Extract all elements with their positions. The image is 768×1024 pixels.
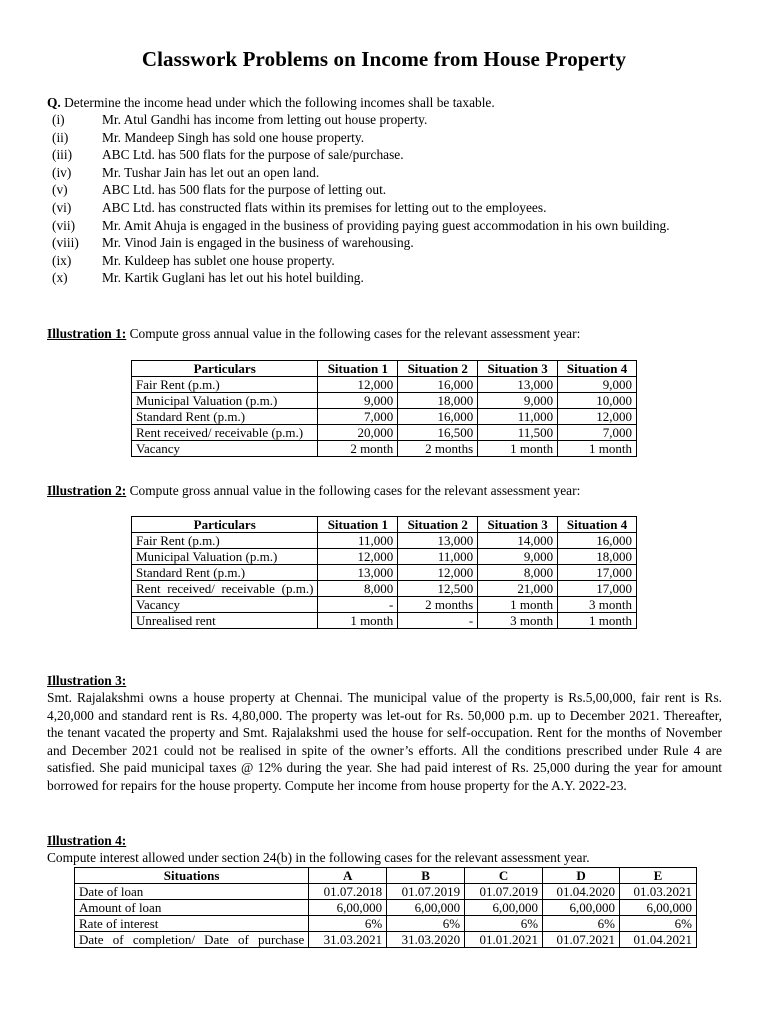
table-cell: Vacancy [132,597,318,613]
item-text: Mr. Mandeep Singh has sold one house property. [102,129,365,145]
table-cell: 13,000 [398,533,478,549]
item-number: (vii) [52,217,76,233]
illustration-3-label: Illustration 3: [47,673,127,688]
list-item [52,234,724,252]
table-row [132,549,637,565]
table-row [132,581,637,597]
table-cell: 1 month [318,613,398,629]
item-text: Mr. Kartik Guglani has let out his hotel building. [102,270,364,286]
table-header-row [132,517,637,533]
table-cell: 16,000 [558,533,637,549]
table-cell: 12,000 [558,409,637,425]
table-cell: 6,00,000 [387,900,465,916]
table-cell: 6,00,000 [309,900,387,916]
table-cell: Fair Rent (p.m.) [132,533,318,549]
column-header: Situation 2 [398,517,478,533]
table-cell: 11,000 [318,533,398,549]
table-cell: 01.07.2019 [387,884,465,900]
item-text: ABC Ltd. has constructed flats within its premises for letting out to the employees. [102,199,547,215]
table-cell: 18,000 [558,549,637,565]
item-text: Mr. Amit Ahuja is engaged in the business of providing paying guest accommodation in his own building. [102,217,670,233]
table-cell: 13,000 [318,565,398,581]
table-row [132,597,637,613]
table-cell: 16,000 [398,409,478,425]
page-title: Classwork Problems on Income from House Property [141,47,627,71]
table-row [132,565,637,581]
column-header: Situation 3 [478,517,558,533]
item-text: Mr. Kuldeep has sublet one house property. [102,252,335,268]
table-cell: 17,000 [558,565,637,581]
table-cell: 20,000 [318,425,398,441]
illustration-1-heading [47,325,727,342]
table-cell: 01.03.2021 [620,884,697,900]
list-item [52,146,724,164]
table-cell: Standard Rent (p.m.) [132,565,318,581]
table-header-row [132,361,637,377]
item-number: (ii) [52,129,69,145]
table-cell: 11,500 [478,425,558,441]
table-cell: Rent received/ receivable (p.m.) [132,425,318,441]
table-row [132,393,637,409]
table-cell: 9,000 [558,377,637,393]
table-cell: 01.04.2020 [543,884,620,900]
item-number: (v) [52,182,68,198]
illustration-1-table [131,360,637,457]
table-cell: 1 month [558,613,637,629]
column-header: A [309,868,387,884]
table-cell: 01.01.2021 [465,932,543,948]
column-header: Particulars [132,361,318,377]
table-cell: Municipal Valuation (p.m.) [132,549,318,565]
table-cell: 8,000 [478,565,558,581]
table-cell: 9,000 [478,393,558,409]
illustration-4-table [74,867,697,948]
illustration-1-label: Illustration 1: [47,326,127,341]
table-cell: 17,000 [558,581,637,597]
list-item [52,217,724,235]
table-row [75,884,697,900]
table-row [75,900,697,916]
illustration-4-heading [47,832,727,849]
item-number: (viii) [52,235,79,251]
table-cell: 1 month [558,441,637,457]
table-cell: Amount of loan [75,900,309,916]
item-text: Mr. Atul Gandhi has income from letting out house property. [102,112,428,127]
item-number: (ix) [52,252,72,268]
illustration-4-label: Illustration 4: [47,833,127,848]
column-header: C [465,868,543,884]
illustration-2-table [131,516,637,629]
table-cell: 01.07.2019 [465,884,543,900]
list-item [52,164,724,182]
table-cell: Municipal Valuation (p.m.) [132,393,318,409]
table-cell: 31.03.2020 [387,932,465,948]
item-number: (vi) [52,199,72,215]
table-cell: 6,00,000 [543,900,620,916]
list-item [52,199,724,217]
item-number: (iv) [52,164,72,180]
table-cell: 2 month [318,441,398,457]
table-cell: 12,000 [398,565,478,581]
table-cell: 6,00,000 [465,900,543,916]
table-cell: Vacancy [132,441,318,457]
column-header: Particulars [132,517,318,533]
column-header: E [620,868,697,884]
table-cell: 6% [387,916,465,932]
table-row [132,441,637,457]
table-cell: Fair Rent (p.m.) [132,377,318,393]
column-header: Situations [75,868,309,884]
table-cell: 10,000 [558,393,637,409]
table-cell: 18,000 [398,393,478,409]
item-number: (x) [52,270,68,286]
list-item [52,252,724,270]
table-row [132,613,637,629]
table-cell: 11,000 [398,549,478,565]
table-cell: 14,000 [478,533,558,549]
table-cell: Date of loan [75,884,309,900]
column-header: Situation 2 [398,361,478,377]
table-cell: 12,000 [318,377,398,393]
table-cell: 3 month [558,597,637,613]
column-header: B [387,868,465,884]
table-cell: 13,000 [478,377,558,393]
illustration-1-text: Compute gross annual value in the following cases for the relevant assessment year: [129,326,581,341]
table-cell: 6% [309,916,387,932]
table-cell: 7,000 [558,425,637,441]
column-header: Situation 4 [558,517,637,533]
table-cell: 9,000 [478,549,558,565]
item-text: ABC Ltd. has 500 flats for the purpose of letting out. [102,182,387,198]
table-row [132,533,637,549]
table-cell: 2 months [398,597,478,613]
table-cell: Date of completion/ Date of purchase [75,932,309,948]
illustration-3-text: Smt. Rajalakshmi owns a house property at Chennai. The municipal value of the property is Rs.5,00,000, fair rent is Rs. 4,20,000 and standard rent is Rs. 4,80,000. The property was let-out for Rs. 50,000 p.m. up to December 2021. Thereafter, the tenant vacated the property and Smt. Rajalakshmi used the house for self-occupation. Rent for the months of November and December 2021 could not be realised in spite of the owner’s efforts. All the conditions prescribed under Rule 4 are satisfied. She paid municipal taxes @ 12% during the year. She had paid interest of Rs. 25,000 during the year for amount borrowed for repairs for the house property. Compute her income from house property for the A.Y. 2022-23. [47,690,722,793]
table-cell: 6,00,000 [620,900,697,916]
table-cell: 12,000 [318,549,398,565]
table-row [132,377,637,393]
table-row [75,932,697,948]
list-item [52,269,724,287]
illustration-2-heading [47,482,727,499]
table-cell: - [318,597,398,613]
table-cell: 1 month [478,597,558,613]
table-cell: Rent received/ receivable (p.m.) [132,581,318,597]
table-cell: 11,000 [478,409,558,425]
item-number: (iii) [52,147,73,163]
list-item [52,181,724,199]
table-cell: 6% [465,916,543,932]
illustration-3-heading [47,672,727,689]
table-cell: Unrealised rent [132,613,318,629]
question-intro [47,94,727,112]
table-cell: 6% [543,916,620,932]
table-cell: 01.07.2018 [309,884,387,900]
table-cell: Rate of interest [75,916,309,932]
table-cell: Standard Rent (p.m.) [132,409,318,425]
column-header: Situation 1 [318,517,398,533]
table-cell: 9,000 [318,393,398,409]
illustration-2-text: Compute gross annual value in the following cases for the relevant assessment year: [129,483,581,498]
table-cell: 2 months [398,441,478,457]
illustration-4-text: Compute interest allowed under section 24(b) in the following cases for the relevant assessment year. [47,850,590,865]
item-number: (i) [52,112,65,127]
table-cell: 16,500 [398,425,478,441]
illustration-2-label: Illustration 2: [47,483,127,498]
table-cell: 8,000 [318,581,398,597]
table-cell: 31.03.2021 [309,932,387,948]
table-cell: 16,000 [398,377,478,393]
table-row [132,409,637,425]
table-row [75,916,697,932]
question-label: Q. [47,95,61,110]
table-cell: 3 month [478,613,558,629]
item-text: Mr. Tushar Jain has let out an open land. [102,164,320,180]
table-cell: 1 month [478,441,558,457]
column-header: D [543,868,620,884]
item-text: ABC Ltd. has 500 flats for the purpose of sale/purchase. [102,147,404,163]
list-item [52,111,724,129]
column-header: Situation 1 [318,361,398,377]
table-row [132,425,637,441]
list-item [52,129,724,147]
question-text: Determine the income head under which the following incomes shall be taxable. [64,95,495,110]
table-cell: - [398,613,478,629]
table-cell: 7,000 [318,409,398,425]
column-header: Situation 3 [478,361,558,377]
table-cell: 21,000 [478,581,558,597]
table-cell: 12,500 [398,581,478,597]
table-header-row [75,868,697,884]
table-cell: 01.04.2021 [620,932,697,948]
table-cell: 01.07.2021 [543,932,620,948]
table-cell: 6% [620,916,697,932]
item-text: Mr. Vinod Jain is engaged in the business of warehousing. [102,235,414,251]
question-list [52,111,724,287]
column-header: Situation 4 [558,361,637,377]
